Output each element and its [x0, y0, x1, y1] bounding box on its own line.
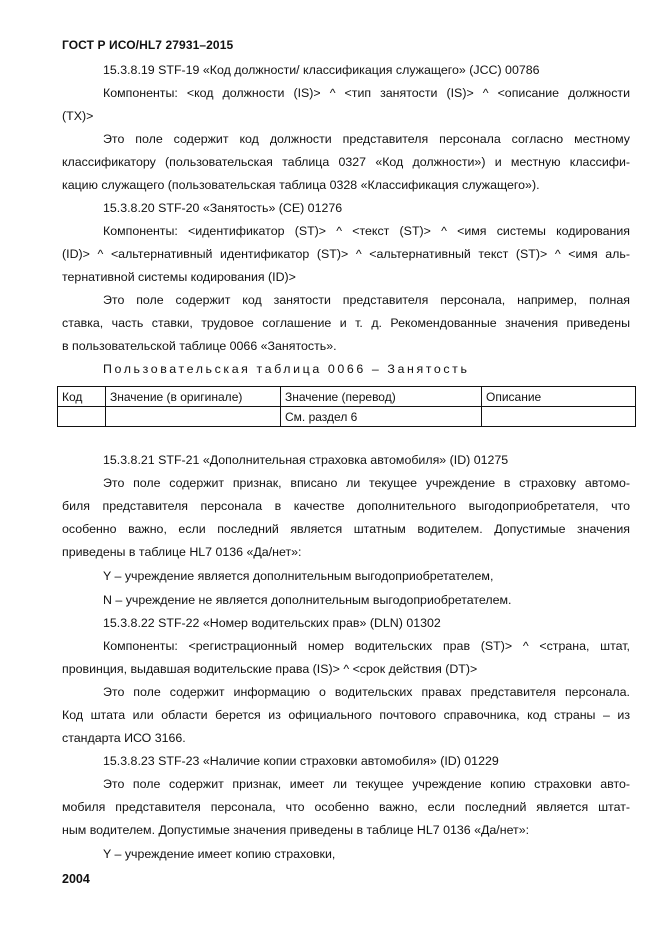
- paragraph-line: особенно важно, если последний является штатным водителем. Допустимые значения: [62, 522, 630, 536]
- section-heading-stf21: 15.3.8.21 STF-21 «Дополнительная страховка автомобиля» (ID) 01275: [103, 453, 509, 467]
- paragraph-line: кацию служащего (пользовательская таблица 0328 «Классификация служащего»).: [62, 178, 540, 192]
- paragraph-line: Это поле содержит код занятости представителя персонала, например, полная: [103, 293, 630, 307]
- table-header-cell: Описание: [482, 387, 636, 407]
- paragraph-line: ставка, часть ставки, трудовое соглашение и т. д. Рекомендованные значения приведены: [62, 316, 630, 330]
- paragraph-line: стандарта ИСО 3166.: [62, 731, 186, 745]
- paragraph-line: Компоненты: <код должности (IS)> ^ <тип занятости (IS)> ^ <описание должности: [103, 86, 630, 100]
- paragraph-line: биля представителя персонала в качестве дополнительного выгодоприобретателя, что: [62, 499, 630, 513]
- paragraph-line: Это поле содержит признак, имеет ли текущее учреждение копию страховки авто-: [103, 777, 630, 791]
- page-number: 2004: [62, 872, 90, 886]
- table-row: [58, 407, 636, 427]
- paragraph-line: Код штата или области берется из официального почтового справочника, код страны – из: [62, 708, 630, 722]
- section-heading-stf22: 15.3.8.22 STF-22 «Номер водительских прав» (DLN) 01302: [103, 616, 441, 630]
- table-header-cell: Код: [58, 387, 106, 407]
- paragraph-line: Это поле содержит код должности представителя персонала согласно местному: [103, 132, 630, 146]
- paragraph-line: Компоненты: <регистрационный номер водительских прав (ST)> ^ <страна, штат,: [103, 639, 630, 653]
- list-item: Y – учреждение имеет копию страховки,: [103, 847, 336, 861]
- table-header-cell: Значение (в оригинале): [106, 387, 281, 407]
- list-item: Y – учреждение является дополнительным выгодоприобретателем,: [103, 569, 494, 583]
- table-cell: См. раздел 6: [281, 407, 482, 427]
- paragraph-line: Компоненты: <идентификатор (ST)> ^ <текст (ST)> ^ <имя системы кодирования: [103, 224, 630, 238]
- paragraph-line: мобиля представителя персонала, что особенно важно, если последний является штат-: [62, 800, 630, 814]
- paragraph-line: (TX)>: [62, 109, 94, 123]
- section-heading-stf19: 15.3.8.19 STF-19 «Код должности/ классификация служащего» (JCC) 00786: [103, 63, 540, 77]
- paragraph-line: Это поле содержит информацию о водительских правах представителя персонала.: [103, 685, 630, 699]
- paragraph-line: тернативной системы кодирования (ID)>: [62, 270, 296, 284]
- table-header-cell: Значение (перевод): [281, 387, 482, 407]
- paragraph-line: провинция, выдавшая водительские права (IS)> ^ <срок действия (DT)>: [62, 662, 478, 676]
- section-heading-stf23: 15.3.8.23 STF-23 «Наличие копии страховки автомобиля» (ID) 01229: [103, 754, 499, 768]
- table-header-row: [58, 387, 636, 407]
- table-cell: [58, 407, 106, 427]
- paragraph-line: (ID)> ^ <альтернативный идентификатор (ST)> ^ <альтернативный текст (ST)> ^ <имя аль-: [62, 247, 630, 261]
- document-header: ГОСТ Р ИСО/HL7 27931–2015: [62, 38, 234, 52]
- paragraph-line: ным водителем. Допустимые значения приведены в таблице HL7 0136 «Да/нет»:: [62, 823, 530, 837]
- paragraph-line: Это поле содержит признак, вписано ли текущее учреждение в страховку автомо-: [103, 476, 630, 490]
- table-caption: Пользовательская таблица 0066 – Занятость: [103, 362, 470, 376]
- list-item: N – учреждение не является дополнительным выгодоприобретателем.: [103, 593, 512, 607]
- paragraph-line: приведены в таблице HL7 0136 «Да/нет»:: [62, 545, 302, 559]
- table-cell: [106, 407, 281, 427]
- paragraph-line: в пользовательской таблице 0066 «Занятость».: [62, 339, 337, 353]
- section-heading-stf20: 15.3.8.20 STF-20 «Занятость» (CE) 01276: [103, 201, 343, 215]
- table-0066: [57, 386, 636, 427]
- table-cell: [482, 407, 636, 427]
- paragraph-line: классификатору (пользовательская таблица 0327 «Код должности») и местную классифи-: [62, 155, 630, 169]
